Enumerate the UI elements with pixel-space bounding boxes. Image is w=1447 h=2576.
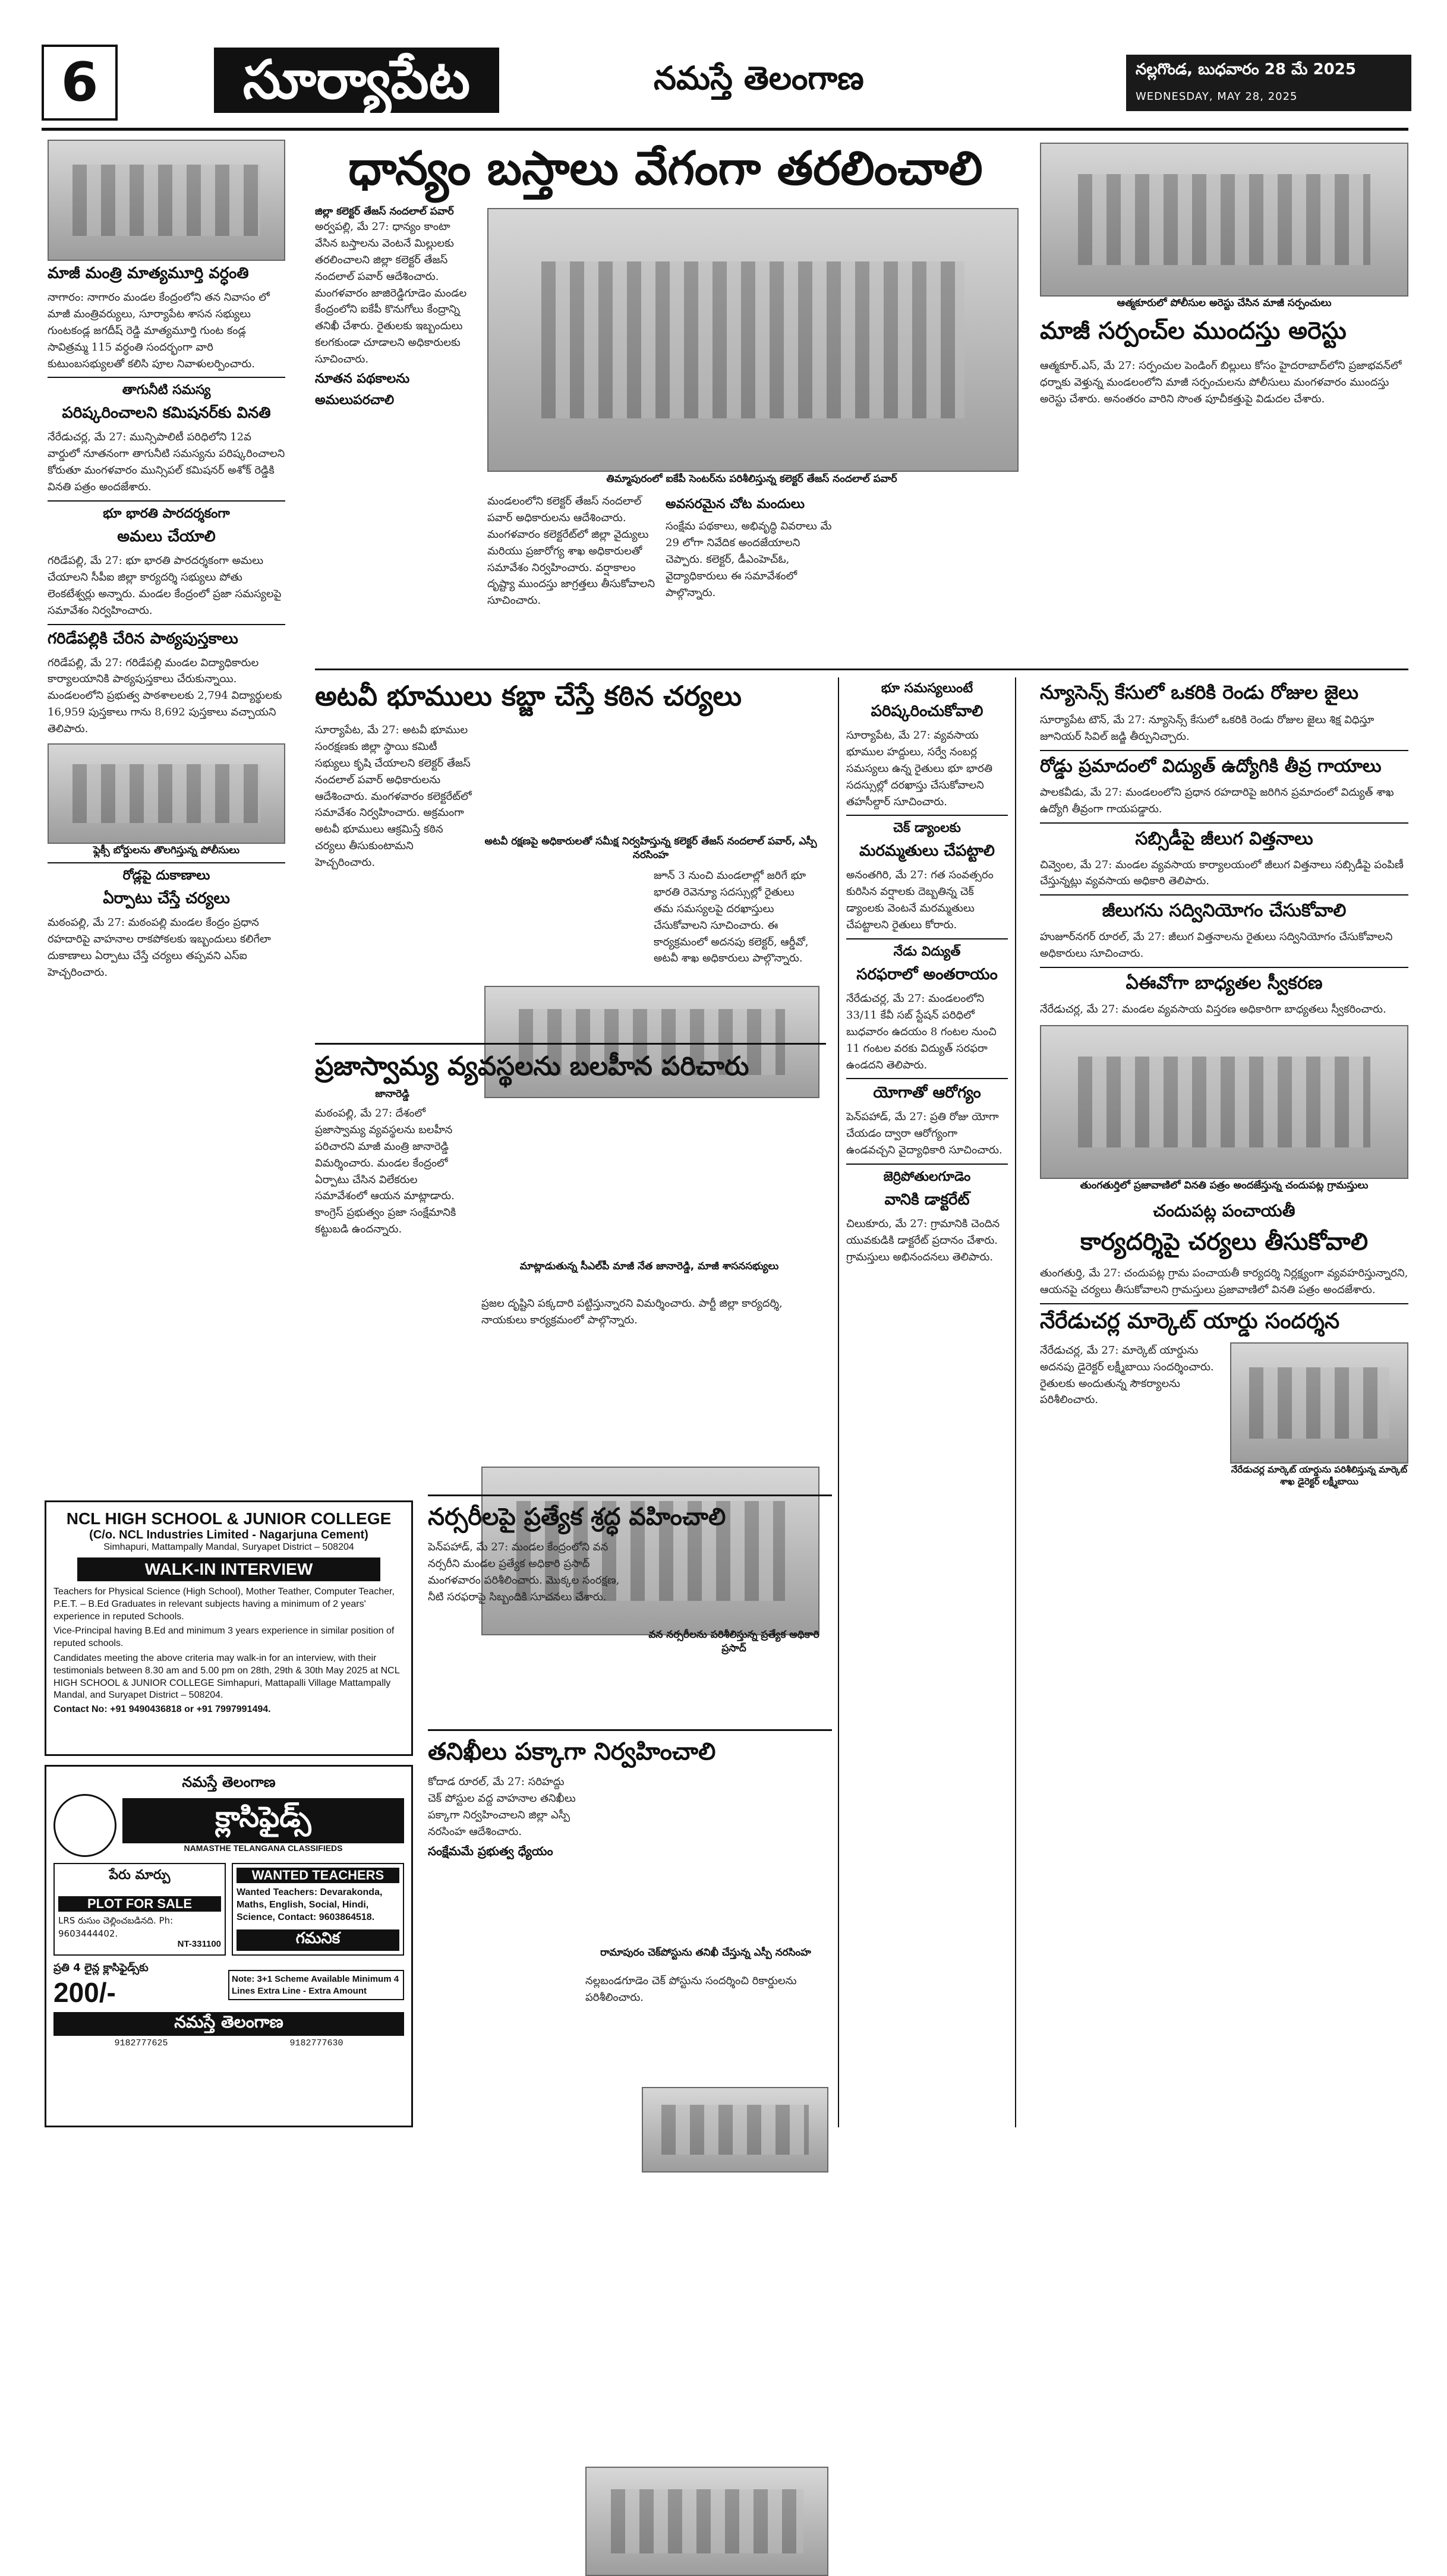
story-body: మఠంపల్లి, మే 27: దేశంలో ప్రజాస్వామ్య వ్యవస్థలను బలహీన పరిచారని మాజీ మంత్రి జానారెడ్డి విమర్శించారు. మండల కేంద్రంలో ఏర్పాటు చేసిన విలేకరుల సమావేశంలో ఆయన మాట్లాడారు. కాంగ్రెస్ ప్రభుత్వం ప్రజా సంక్షేమానికి కట్టుబడి ఉందన్నారు. xyxy=(315,1107,456,1236)
date-english: WEDNESDAY, MAY 28, 2025 xyxy=(1136,90,1298,103)
story-kicker: చెక్ డ్యాంలకు xyxy=(893,821,961,836)
story-body: చిలుకూరు, మే 27: గ్రామానికి చెందిన యువకుడికి డాక్టరేట్ ప్రదానం చేశారు. గ్రామస్తులు అభినందనలు తెలిపారు. xyxy=(846,1218,1000,1263)
story-kicker: భూ సమస్యలుంటే xyxy=(881,681,973,696)
inspect-headline: తనిఖీలు పక్కాగా నిర్వహించాలి xyxy=(428,1738,716,1765)
gamanika-title: గమనిక xyxy=(237,1929,399,1951)
story-title: న్యూసెన్స్ కేసులో ఒకరికి రెండు రోజుల జైలు xyxy=(1040,681,1358,704)
offer-line: ప్రతి 4 లైన్ల క్లాసిఫైడ్స్‌కు xyxy=(53,1962,149,1975)
story-title: ఏఈవోగా బాధ్యతల స్వీకరణ xyxy=(1126,973,1323,994)
ad-body: Candidates meeting the above criteria may walk-in for an interview, with their testimonials between 8.30 am and 5.00 pm on 28th, 29th & 30th May 2025 at NCL HIGH SCHOOL & JUNIOR COLLEGE Simhapuri, Mattapalli Village Mattampally Mandal, and Suryapet District – 508204. xyxy=(53,1653,399,1701)
story-title: యోగాతో ఆరోగ్యం xyxy=(873,1084,981,1102)
plot-title: PLOT FOR SALE xyxy=(58,1896,221,1912)
democracy-text xyxy=(315,1105,469,1486)
ad-body: Teachers for Physical Science (High School), Mother Teather, Computer Teacher, P.E.T. – B.Ed Graduates in relevant subjects having a minimum of 2 years' experience in reputed Schools. xyxy=(53,1587,395,1622)
story-body: తుంగతుర్తి, మే 27: చందుపట్ల గ్రామ పంచాయతీ కార్యదర్శి నిర్లక్ష్యంగా వ్యవహరిస్తున్నారని, ఆయనపై చర్యలు తీసుకోవాలని గ్రామస్తులు ప్రజావాణిలో వినతి పత్రం అందజేశారు. xyxy=(1040,1266,1408,1296)
story-title: మాజీ మంత్రి మాత్యమూర్తి వర్ధంతి xyxy=(48,264,249,282)
bhu-column xyxy=(838,677,1016,2127)
story-title: మాజీ సర్పంచ్‌ల ముందస్తు అరెస్టు xyxy=(1040,317,1347,345)
lead-body: మండలంలోని కలెక్టర్ తేజస్ నందలాల్ పవార్ అధికారులను ఆదేశించారు. మంగళవారం కలెక్టరేట్‌లో జిల్లా వైద్యులు మరియు ప్రజారోగ్య శాఖ అధికారులతో సమావేశం నిర్వహించారు. వర్షాకాలం దృష్ట్యా ముందస్తు జాగ్రత్తలు తీసుకోవాలని సూచించారు. xyxy=(487,495,655,607)
ad-contact: Contact No: +91 9490436818 or +91 7997991494. xyxy=(53,1704,271,1715)
story-body: నల్లబండగూడెం చెక్ పోస్టును సందర్శించి రికార్డులను పరిశీలించారు. xyxy=(585,1975,797,2004)
masthead-rule xyxy=(42,128,1408,131)
story-body: గరిడేపల్లి, మే 27: భూ భారతి పారదర్శకంగా అమలు చేయాలని సీపీఐ జిల్లా కార్యదర్శి సభ్యులు పోతు లెంకటేశ్వర్లు అన్నారు. మండల కేంద్రంలో ప్రజా సమస్యలపై సమావేశం నిర్వహించారు. xyxy=(48,554,282,617)
right-column xyxy=(1040,677,1408,2127)
classified-brand: నమస్తే తెలంగాణ xyxy=(182,1774,276,1790)
divider xyxy=(315,669,1408,670)
divider xyxy=(315,1043,826,1045)
story-body: పెన్‌పహాడ్, మే 27: ప్రతి రోజు యోగా చేయడం ద్వారా ఆరోగ్యంగా ఉండవచ్చని వైద్యాధికారి సూచించారు. xyxy=(846,1111,1003,1157)
plot-code: NT-331100 xyxy=(177,1939,221,1949)
walkin-banner: WALK-IN INTERVIEW xyxy=(77,1557,380,1581)
name-change-title: పేరు మార్పు xyxy=(109,1868,171,1883)
lead-subhead: అవసరమైన చోట మందులు xyxy=(666,497,805,512)
dateline xyxy=(1126,55,1411,111)
democracy-headline: ప్రజాస్వామ్య వ్యవస్థలను బలహీన పరిచారు xyxy=(315,1051,749,1082)
story-title: సరఫరాలో అంతరాయం xyxy=(856,966,998,984)
story-kicker: నేడు విద్యుత్ xyxy=(893,944,961,960)
story-title: వానికి డాక్టరేట్ xyxy=(884,1191,970,1209)
story-body: హుజూర్‌నగర్ రూరల్, మే 27: జీలుగ విత్తనాలను రైతులు సద్వినియోగం చేసుకోవాలని అధికారులు సూచించారు. xyxy=(1040,931,1393,960)
story-body: మఠంపల్లి, మే 27: మఠంపల్లి మండల కేంద్రం ప్రధాన రహదారిపై వాహనాల రాకపోకలకు ఇబ్బందులు కలిగేలా దుకాణాలు ఏర్పాటు చేస్తే చర్యలు తప్పవని ఎస్ఐ హెచ్చరించారు. xyxy=(48,916,271,979)
inspect-text xyxy=(428,1774,576,2107)
story-title: గరిడేపల్లికి చేరిన పాఠ్యపుస్తకాలు xyxy=(48,629,238,648)
phone-number: 9182777625 xyxy=(114,2038,168,2049)
story-body: ప్రజల దృష్టిని పక్కదారి పట్టిస్తున్నారని విమర్శించారు. పార్టీ జిల్లా కార్యదర్శి, నాయకులు కార్యక్రమంలో పాల్గొన్నారు. xyxy=(481,1297,783,1326)
story-title: నేరేడుచర్ల మార్కెట్ యార్డు సందర్శన xyxy=(1040,1309,1340,1333)
story-body: నేరేడుచర్ల, మే 27: మున్సిపాలిటీ పరిధిలోని 12వ వార్డులో నూతనంగా తాగునీటి సమస్యను పరిష్కరించాలని కోరుతూ మంగళవారం మున్సిపల్ కమిషనర్ అశోక్ రెడ్డికి వినతి పత్రం అందజేశారు. xyxy=(48,431,285,494)
footer-brand: నమస్తే తెలంగాణ xyxy=(53,2012,404,2036)
lead-body: అర్వపల్లి, మే 27: ధాన్యం కాంటా వేసిన బస్తాలను వెంటనే మిల్లులకు తరలించాలని జిల్లా కలెక్టర్ తేజస్ నందలాల్ పవార్ ఆదేశించారు. మంగళవారం జాజిరెడ్డిగూడెం మండల కేంద్రంలోని ఐకేపీ కొనుగోలు కేంద్రాన్ని తనిఖీ చేశారు. రైతులకు ఇబ్బందులు కలగకుండా చూడాలని అధికారులకు సూచించారు. xyxy=(315,220,467,366)
story-body: పాలకవీడు, మే 27: మండలంలోని ప్రధాన రహదారిపై జరిగిన ప్రమాదంలో విద్యుత్ శాఖ ఉద్యోగి తీవ్రంగా గాయపడ్డారు. xyxy=(1040,786,1394,815)
story-body: నేరేడుచర్ల, మే 27: మండలంలోని 33/11 కేవీ సబ్ స్టేషన్ పరిధిలో బుధవారం ఉదయం 8 గంటల నుంచి 11 గంటల వరకు విద్యుత్ సరఫరా ఉండదని తెలిపారు. xyxy=(846,992,997,1071)
page-number: 6 xyxy=(42,45,118,121)
divider xyxy=(428,1729,832,1731)
brand-name: నమస్తే తెలంగాణ xyxy=(654,59,864,97)
story-kicker: భూ భారతి పారదర్శకంగా xyxy=(103,506,230,522)
story-kicker: సంక్షేమమే ప్రభుత్వ ధ్యేయం xyxy=(428,1843,553,1858)
story-body: సూర్యాపేట, మే 27: వ్యవసాయ భూముల హద్దులు, సర్వే నంబర్ల సమస్యలు ఉన్న రైతులు భూ భారతి సదస్సుల్లో దరఖాస్తు చేసుకోవాలని తహసీల్దార్ సూచించారు. xyxy=(846,729,993,808)
photo-memorial xyxy=(48,140,285,261)
story-body: సూర్యాపేట టౌన్, మే 27: న్యూసెన్స్ కేసులో ఒకరికి రెండు రోజుల జైలు శిక్ష విధిస్తూ జూనియర్ సివిల్ జడ్జి తీర్పునిచ్చారు. xyxy=(1040,714,1375,743)
story-body: చివ్వెంల, మే 27: మండల వ్యవసాయ కార్యాలయంలో జీలుగ విత్తనాలు సబ్సిడీపై పంపిణీ చేస్తున్నట్లు వ్యవసాయ అధికారి తెలిపారు. xyxy=(1040,858,1404,888)
lead-photo-caption: తిమ్మాపురంలో ఐకేపీ సెంటర్‌ను పరిశీలిస్తున్న కలెక్టర్ తేజస్ నందలాల్ పవార్ xyxy=(606,473,897,485)
story-body: కోదాడ రూరల్, మే 27: సరిహద్దు చెక్ పోస్టుల వద్ద వాహనాల తనిఖీలు పక్కాగా నిర్వహించాలని జిల్లా ఎస్పీ నరసింహ ఆదేశించారు. xyxy=(428,1776,576,1838)
nursery-headline: నర్సరీలపై ప్రత్యేక శ్రద్ధ వహించాలి xyxy=(428,1503,726,1531)
democracy-byline: జానారెడ్డి xyxy=(375,1088,409,1100)
story-body: అనంతగిరి, మే 27: గత సంవత్సరం కురిసిన వర్షాలకు దెబ్బతిన్న చెక్ డ్యాంలకు వెంటనే మరమ్మతులు చేపట్టాలని రైతులు కోరారు. xyxy=(846,869,994,932)
offer-note: Note: 3+1 Scheme Available Minimum 4 Lines Extra Line - Extra Amount xyxy=(228,1970,404,2000)
story-title: సబ్సిడీపై జీలుగ విత్తనాలు xyxy=(1135,828,1313,849)
forest-text xyxy=(315,722,475,1031)
photo-prajavani xyxy=(1040,1025,1408,1179)
forest-headline: అటవీ భూములు కబ్జా చేస్తే కఠిన చర్యలు xyxy=(315,680,742,712)
plot-body: LRS రుసుం చెల్లించబడినది. Ph: 9603444402. xyxy=(58,1915,174,1939)
inspect-photo xyxy=(585,2467,828,2576)
story-title: రోడ్డు ప్రమాదంలో విద్యుత్ ఉద్యోగికి తీవ్ర గాయాలు xyxy=(1040,755,1382,777)
story-body: జూన్ 3 నుంచి మండలాల్లో జరిగే భూ భారతి రెవెన్యూ సదస్సుల్లో రైతులు తమ సమస్యలపై దరఖాస్తులు చేసుకోవాలని సూచించారు. ఈ కార్యక్రమంలో అదనపు కలెక్టర్, ఆర్డీవో, అటవీ శాఖ అధికారులు పాల్గొన్నారు. xyxy=(654,869,809,965)
offer-price: 200/- xyxy=(53,1977,116,2009)
section-title: సూర్యాపేట xyxy=(214,48,499,113)
photo-caption: నేరేడుచర్ల మార్కెట్ యార్డును పరిశీలిస్తున్న మార్కెట్ శాఖ డైరెక్టర్ లక్ష్మీబాయి xyxy=(1231,1464,1408,1487)
story-body: పెన్‌పహాడ్, మే 27: మండల కేంద్రంలోని వన నర్సరీని మండల ప్రత్యేక అధికారి ప్రసాద్ మంగళవారం పరిశీలించారు. మొక్కల సంరక్షణ, నీటి సరఫరాపై సిబ్బందికి సూచనలు చేశారు. xyxy=(428,1541,620,1603)
story-kicker: చందుపట్ల పంచాయతీ xyxy=(1153,1200,1295,1221)
story-kicker: రోడ్లపై దుకాణాలు xyxy=(122,868,210,883)
democracy-text-2 xyxy=(481,1295,817,1486)
lead-body: సంక్షేమ పథకాలు, అభివృద్ధి వివరాలు మే 29 లోగా నివేదిక అందజేయాలని చెప్పారు. కలెక్టర్, డీఎంహెచ్ఓ, వైద్యాధికారులు ఈ సమావేశంలో పాల్గొన్నారు. xyxy=(666,520,832,599)
ad-title: NCL HIGH SCHOOL & JUNIOR COLLEGE xyxy=(66,1509,392,1528)
photo-market xyxy=(1230,1342,1408,1464)
photo-caption: ఆత్మకూరులో పోలీసుల అరెస్టు చేసిన మాజీ సర్పంచులు xyxy=(1117,297,1332,309)
story-title: పరిష్కరించాలని కమిషనర్‌కు వినతి xyxy=(62,404,271,422)
story-title: జీలుగను సద్వినియోగం చేసుకోవాలి xyxy=(1102,900,1347,922)
nursery-photo-caption: వన నర్సరీలను పరిశీలిస్తున్న ప్రత్యేక అధికారి ప్రసాద్ xyxy=(648,1629,819,1654)
ad-subtitle: (C/o. NCL Industries Limited - Nagarjuna Cement) xyxy=(89,1528,368,1541)
story-title: పరిష్కరించుకోవాలి xyxy=(871,702,983,720)
lead-byline: జిల్లా కలెక్టర్ తేజస్ నందలాల్ పవార్ xyxy=(315,206,454,217)
lead-text-column-2 xyxy=(487,493,660,666)
phone-number: 9182777630 xyxy=(289,2038,343,2049)
date-telugu: నల్లగొండ, బుధవారం 28 మే 2025 xyxy=(1136,61,1356,78)
lead-headline: ధాన్యం బస్తాలు వేగంగా తరలించాలి xyxy=(348,142,983,196)
photo-caption: ఫ్లెక్సీ బోర్డులను తొలగిస్తున్న పోలీసులు xyxy=(93,844,240,857)
right-top-column xyxy=(1040,143,1408,648)
photo-caption: తుంగతుర్తిలో ప్రజావాణిలో వినతి పత్రం అందజేస్తున్న చందుపట్ల గ్రామస్తులు xyxy=(1080,1180,1369,1192)
lead-text-column-3 xyxy=(666,493,838,666)
forest-text-2 xyxy=(654,868,817,1040)
story-body: నేరేడుచర్ల, మే 27: మండల వ్యవసాయ విస్తరణ అధికారిగా బాధ్యతలు స్వీకరించారు. xyxy=(1040,1003,1386,1016)
divider xyxy=(428,1494,832,1496)
story-body: నాగారం: నాగారం మండల కేంద్రంలోని తన నివాసం లో మాజీ మంత్రివర్యులు, సూర్యాపేట శాసన సభ్యులు గుంటకండ్ల జగదీష్ రెడ్డి మాత్యమూర్తి గుంట కండ్ల సావిత్రమ్మ 115 వర్ధంతి సందర్భంగా వారి కుటుంబసభ్యులతో కలిసి పూల నివాళులర్పించారు. xyxy=(48,291,270,370)
photo-arrest xyxy=(1040,143,1408,297)
story-title: ఏర్పాటు చేస్తే చర్యలు xyxy=(103,889,230,907)
teachers-title: WANTED TEACHERS xyxy=(237,1868,399,1883)
photo-flexi xyxy=(48,743,285,844)
story-title: మరమ్మతులు చేపట్టాలి xyxy=(859,842,995,860)
story-body: సూర్యాపేట, మే 27: అటవీ భూముల సంరక్షణకు జిల్లా స్థాయి కమిటీ సభ్యులు కృషి చేయాలని కలెక్టర్ తేజస్ నందలాల్ పవార్ అధికారులను ఆదేశించారు. మంగళవారం కలెక్టరేట్‌లో సమావేశం నిర్వహించారు. అక్రమంగా అటవీ భూములు ఆక్రమిస్తే కఠిన చర్యలు తీసుకుంటామని హెచ్చరించారు. xyxy=(315,724,472,869)
democracy-photo-caption: మాట్లాడుతున్న సీఎల్‌పీ మాజీ నేత జానారెడ్డి, మాజీ శాసనసభ్యులు xyxy=(519,1260,779,1272)
classified-title: క్లాసిఫైడ్స్ xyxy=(122,1798,404,1843)
inspect-text-2 xyxy=(585,1973,826,2110)
nursery-text xyxy=(428,1539,636,1717)
forest-photo-caption: అటవీ రక్షణపై అధికారులతో సమీక్ష నిర్వహిస్తున్న కలెక్టర్ తేజస్ నందలాల్ పవార్, ఎస్పీ నరసింహ xyxy=(484,835,817,861)
classified-tag: NAMASTHE TELANGANA CLASSIFIEDS xyxy=(184,1843,343,1853)
story-body: ఆత్మకూర్.ఎస్, మే 27: సర్పంచుల పెండింగ్ బిల్లులు కోసం హైదరాబాద్‌లోని ప్రజాభవన్‌లో ధర్నాకు వెళ్తున్న మండలంలోని మాజీ సర్పంచులను పోలీసులు మంగళవారం ముందస్తు అరెస్టు చేశారు. అనంతరం వారిని సొంత పూచీకత్తుపై విడుదల చేశారు. xyxy=(1040,359,1402,405)
ad-address: Simhapuri, Mattampally Mandal, Suryapet District – 508204 xyxy=(103,1542,354,1552)
inspect-photo-caption: రామాపురం చెక్‌పోస్టును తనిఖీ చేస్తున్న ఎస్పీ నరసింహ xyxy=(600,1947,811,1959)
story-kicker: జెర్రిపోతులగూడెం xyxy=(883,1169,971,1185)
lead-subhead: అమలుపరచాలి xyxy=(315,392,395,408)
lead-subhead: నూతన పథకాలను xyxy=(315,371,410,386)
story-kicker: తాగునీటి సమస్య xyxy=(122,383,211,398)
story-body: నేరేడుచర్ల, మే 27: మార్కెట్ యార్డును అదనపు డైరెక్టర్ లక్ష్మీబాయి సందర్శించారు. రైతులకు అందుతున్న సౌకర్యాలను పరిశీలించారు. xyxy=(1040,1344,1214,1407)
lead-photo xyxy=(487,208,1019,472)
story-title: కార్యదర్శిపై చర్యలు తీసుకోవాలి xyxy=(1080,1228,1369,1256)
classified-logo xyxy=(53,1794,116,1857)
story-body: గరిడేపల్లి, మే 27: గరిడేపల్లి మండల విద్యాధికారుల కార్యాలయానికి పాఠ్యపుస్తకాలు చేరుకున్నాయి. మండలంలోని ప్రభుత్వ పాఠశాలలకు 2,794 విద్యార్థులకు 16,959 పుస్తకాలు గాను 8,692 పుస్తకాలు వచ్చాయని తెలిపారు. xyxy=(48,656,282,736)
classifieds-block xyxy=(45,1765,413,2127)
lead-text-column xyxy=(315,205,475,621)
ad-body: Vice-Principal having B.Ed and minimum 3 years experience in similar position of reputed schools. xyxy=(53,1626,395,1649)
teachers-body: Wanted Teachers: Devarakonda, Maths, English, Social, Hindi, Science, Contact: 9603864518. xyxy=(237,1887,383,1922)
ncl-ad xyxy=(45,1500,413,1756)
story-title: అమలు చేయాలి xyxy=(117,528,216,546)
left-column xyxy=(48,140,285,1492)
